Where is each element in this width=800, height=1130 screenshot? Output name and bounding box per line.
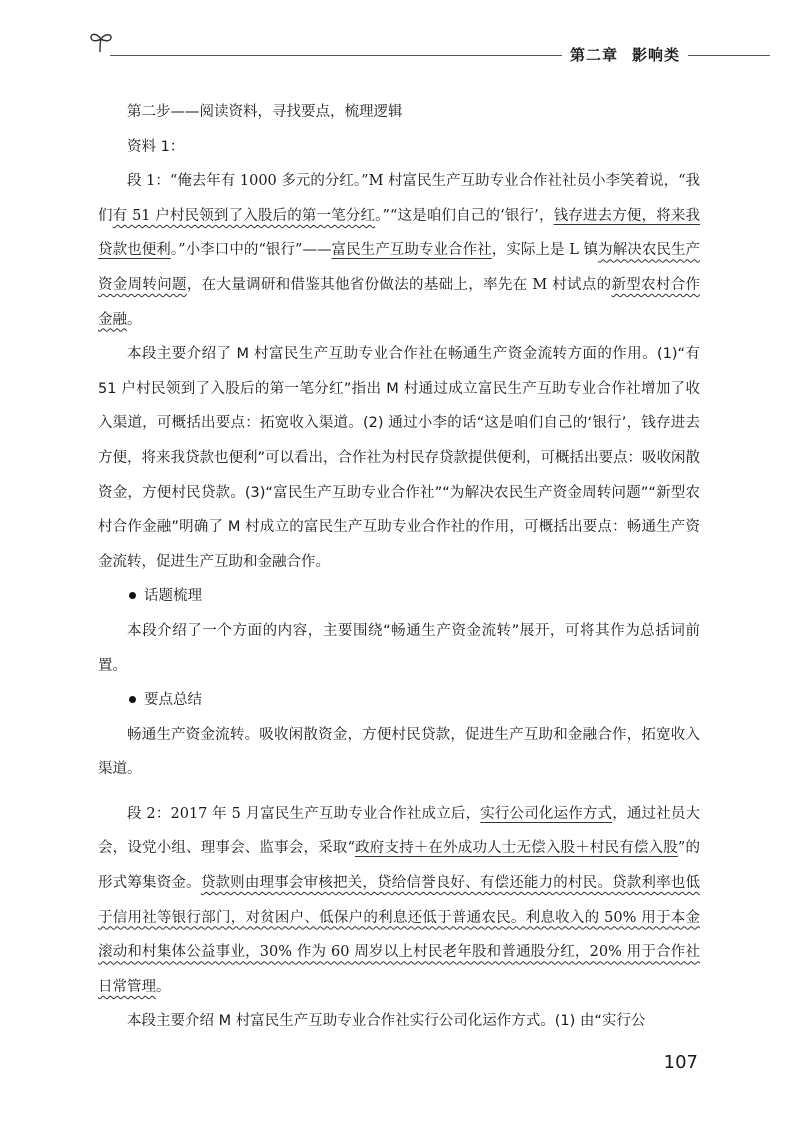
- summary-text: 畅通生产资金流转。吸收闲散资金，方便村民贷款，促进生产互助和金融合作，拓宽收入渠道。: [98, 726, 700, 778]
- para1-text-f: 。: [127, 311, 142, 328]
- topic-heading-label: 话题梳理: [144, 588, 202, 605]
- chapter-section: 影响类: [631, 46, 680, 64]
- summary-heading-label: 要点总结: [144, 692, 202, 709]
- material-paragraph-1: [98, 164, 700, 337]
- page-number: 107: [663, 1052, 698, 1073]
- para1-underline-1: 有 51 户村民领到了入股后的第一笔分红: [112, 207, 376, 224]
- para1-underline-3: 富民生产互助专业合作社: [331, 242, 492, 259]
- chapter-title: [562, 44, 688, 65]
- para1-text-e: ，在大量调研和借鉴其他省份做法的基础上，率先在 M 村试点的: [186, 276, 612, 293]
- topic-heading: [98, 579, 700, 614]
- page-header: [88, 30, 770, 70]
- para2-underline-3: 贷款则由理事会审核把关，贷给信誉良好、有偿还能力的村民。贷款利率也低于信用社等银行部门，对贫困户、低保户的利息还低于普通农民。利息收入的 50% 用于本金滚动和村集体公益事业，30% 作为 60 周岁以上村民老年股和普通股分红，20% 用于合作社日常管理: [98, 875, 700, 995]
- para2-text-c: ”的形式筹集资金。: [98, 840, 700, 892]
- topic-text: 本段介绍了一个方面的内容，主要围绕“畅通生产资金流转”展开，可将其作为总括词前置。: [98, 622, 700, 674]
- para1-text-a: 段 1：“俺去年有 1000 多元的分红。”M 村富民生产互助专业合作社社员小李笑着说，“我们: [98, 173, 700, 224]
- chapter-number: 第二章: [569, 46, 618, 64]
- bullet-icon: [129, 696, 136, 703]
- para1-text-d: ，实际上是 L 镇: [491, 242, 599, 259]
- para1-underline-5: 新型农村合作金融: [98, 276, 701, 328]
- para2-underline-1: 实行公司化运作方式: [480, 805, 613, 822]
- para2-underline-2: 政府支持＋在外成功人士无偿入股＋村民有偿入股: [354, 840, 678, 857]
- summary-heading: [98, 683, 700, 718]
- para2-text-d: 。: [156, 978, 171, 995]
- para2-text-b: ，通过社员大会，设党小组、理事会、监事会，采取“: [98, 805, 701, 857]
- bullet-icon: [129, 592, 136, 599]
- para1-underline-4: 为解决农民生产资金周转问题: [98, 242, 701, 293]
- para1-text-c: 。”小李口中的“银行”——: [170, 242, 332, 259]
- step-heading: 第二步——阅读资料，寻找要点，梳理逻辑: [127, 104, 403, 120]
- analysis-paragraph-2: 本段主要介绍 M 村富民生产互助专业合作社实行公司化运作方式。(1) 由“实行公: [127, 1013, 646, 1030]
- para1-underline-2: 钱存进去方便，将来我贷款也便利: [98, 207, 701, 259]
- analysis-paragraph-1: 本段主要介绍了 M 村富民生产互助专业合作社在畅通生产资金流转方面的作用。(1)“有 51 户村民领到了入股后的第一笔分红”指出 M 村通过成立富民生产互助专业合作社增加了收入渠道，可概括出要点：拓宽收入渠道。(2) 通过小李的话“这是咱们自己的‘银行’，钱存进去方便，将来我贷款也便利”可以看出，合作社为村民存贷款提供便利，可概括出要点：吸收闲散资金，方便村民贷款。(3)“富民生产互助专业合作社”“为解决农民生产资金周转问题”“新型农村合作金融”明确了 M 村成立的富民生产互助专业合作社的作用，可概括出要点：畅通生产资金流转，促进生产互助和金融合作。: [98, 346, 701, 570]
- para2-text-a: 段 2：2017 年 5 月富民生产互助专业合作社成立后，: [127, 805, 481, 822]
- sprout-icon: [88, 30, 114, 54]
- page-body: [98, 95, 700, 1039]
- para1-text-b: 。”“这是咱们自己的‘银行’，: [375, 207, 554, 224]
- material-label: 资料 1：: [127, 138, 185, 155]
- material-paragraph-2: [98, 797, 700, 1005]
